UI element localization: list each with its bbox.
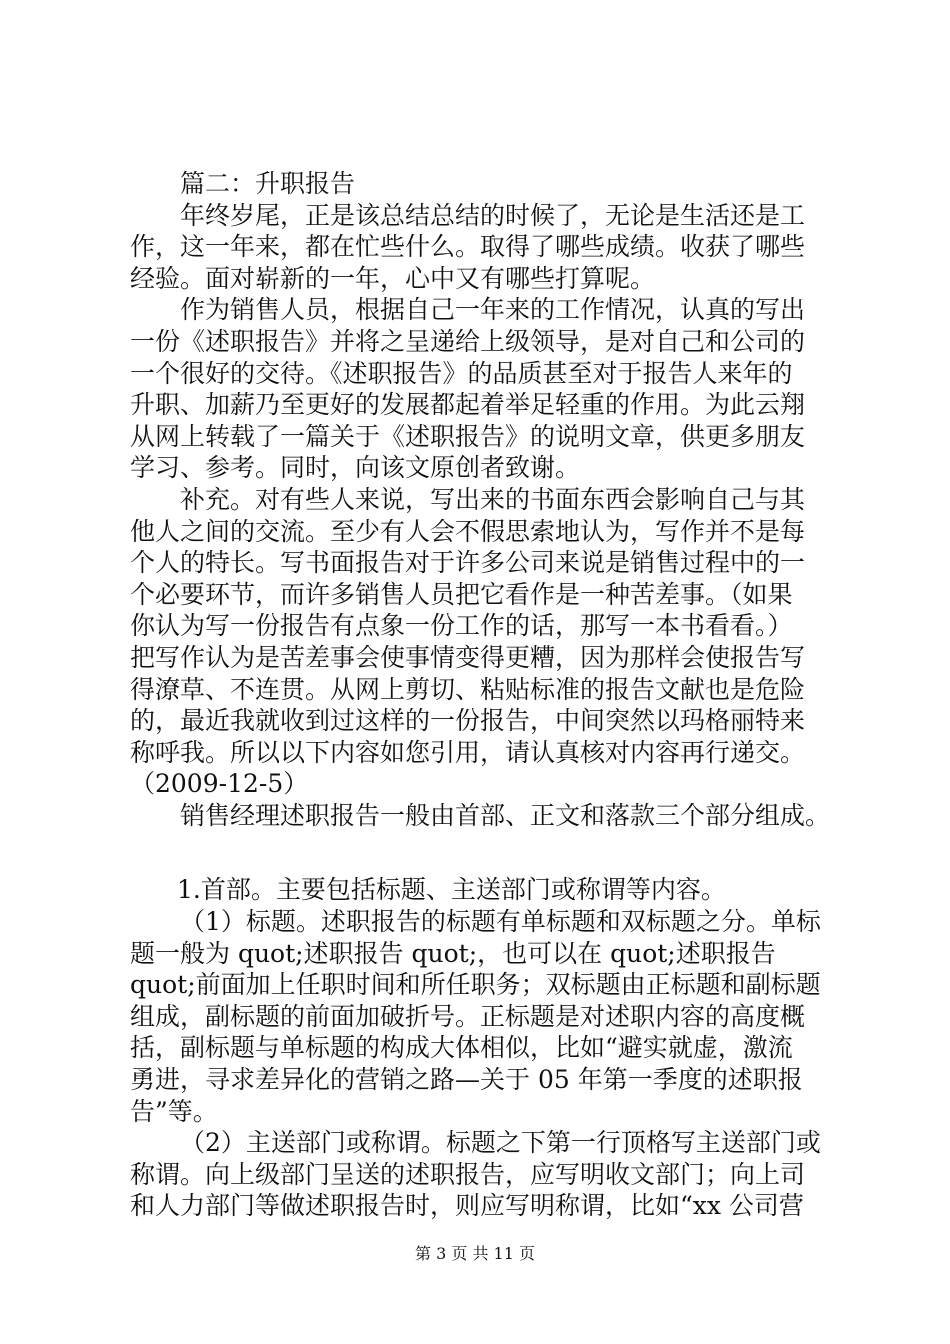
paragraph-line: 的，最近我就收到过这样的一份报告，中间突然以玛格丽特来 <box>130 706 806 736</box>
paragraph-line: 个必要环节，而许多销售人员把它看作是一种苦差事。（如果 <box>130 579 793 609</box>
paragraph-line: 年终岁尾，正是该总结总结的时候了，无论是生活还是工 <box>180 200 806 230</box>
paragraph-line: 一个很好的交待。《述职报告》的品质甚至对于报告人来年的 <box>130 358 793 388</box>
paragraph-line: 得潦草、不连贯。从网上剪切、粘贴标准的报告文献也是危险 <box>130 674 806 704</box>
paragraph-line: 作，这一年来，都在忙些什么。取得了哪些成绩。收获了哪些 <box>130 232 806 262</box>
paragraph-line: 一份《述职报告》并将之呈递给上级领导，是对自己和公司的 <box>130 326 806 356</box>
page-number: 第 3 页 共 11 页 <box>415 1244 535 1263</box>
date-line: （2009-12-5） <box>130 769 309 799</box>
paragraph-line: 题一般为 quot;述职报告 quot;，也可以在 quot;述职报告 <box>130 938 776 968</box>
paragraph-line: 勇进，寻求差异化的营销之路—关于 05 年第一季度的述职报 <box>130 1065 803 1095</box>
blank-line <box>130 831 836 874</box>
paragraph-line: 升职、加薪乃至更好的发展都起着举足轻重的作用。为此云翔 <box>130 390 806 420</box>
paragraph-line: （2）主送部门或称谓。标题之下第一行顶格写主送部门或 <box>180 1128 821 1158</box>
paragraph-line: 个人的特长。写书面报告对于许多公司来说是销售过程中的一 <box>130 548 806 578</box>
paragraph-line: 学习、参考。同时，向该文原创者致谢。 <box>130 453 581 483</box>
paragraph-line: 括，副标题与单标题的构成大体相似，比如“避实就虚，激流 <box>130 1033 793 1063</box>
paragraph-line: 销售经理述职报告一般由首部、正文和落款三个部分组成。 <box>180 800 831 830</box>
paragraph-line: 从网上转载了一篇关于《述职报告》的说明文章，供更多朋友 <box>130 421 806 451</box>
page-footer <box>0 1244 950 1264</box>
paragraph-line: 经验。面对崭新的一年，心中又有哪些打算呢。 <box>130 263 656 293</box>
paragraph-line: 补充。对有些人来说，写出来的书面东西会影响自己与其 <box>180 484 806 514</box>
paragraph-line: 把写作认为是苦差事会使事情变得更糟，因为那样会使报告写 <box>130 642 806 672</box>
section-title: 篇二：升职报告 <box>180 169 356 198</box>
numbered-heading: 1.首部。主要包括标题、主送部门或称谓等内容。 <box>177 875 726 905</box>
paragraph-line: 组成，副标题的前面加破折号。正标题是对述职内容的高度概 <box>130 1001 806 1031</box>
paragraph-line: 告”等。 <box>130 1096 218 1126</box>
paragraph-line: 作为销售人员，根据自己一年来的工作情况，认真的写出 <box>180 295 806 325</box>
paragraph-line: 和人力部门等做述职报告时，则应写明称谓，比如“xx 公司营 <box>130 1191 804 1221</box>
paragraph-line: （1）标题。述职报告的标题有单标题和双标题之分。单标 <box>180 907 821 937</box>
paragraph-line: 称呼我。所以以下内容如您引用，请认真核对内容再行递交。 <box>130 737 806 767</box>
document-body <box>130 168 836 1222</box>
paragraph-line: quot;前面加上任职时间和所任职务；双标题由正标题和副标题 <box>130 970 821 1000</box>
paragraph-line: 他人之间的交流。至少有人会不假思索地认为，写作并不是每 <box>130 516 806 546</box>
paragraph-line: 称谓。向上级部门呈送的述职报告，应写明收文部门；向上司 <box>130 1159 806 1189</box>
paragraph-line: 你认为写一份报告有点象一份工作的话，那写一本书看看。） <box>130 611 793 641</box>
